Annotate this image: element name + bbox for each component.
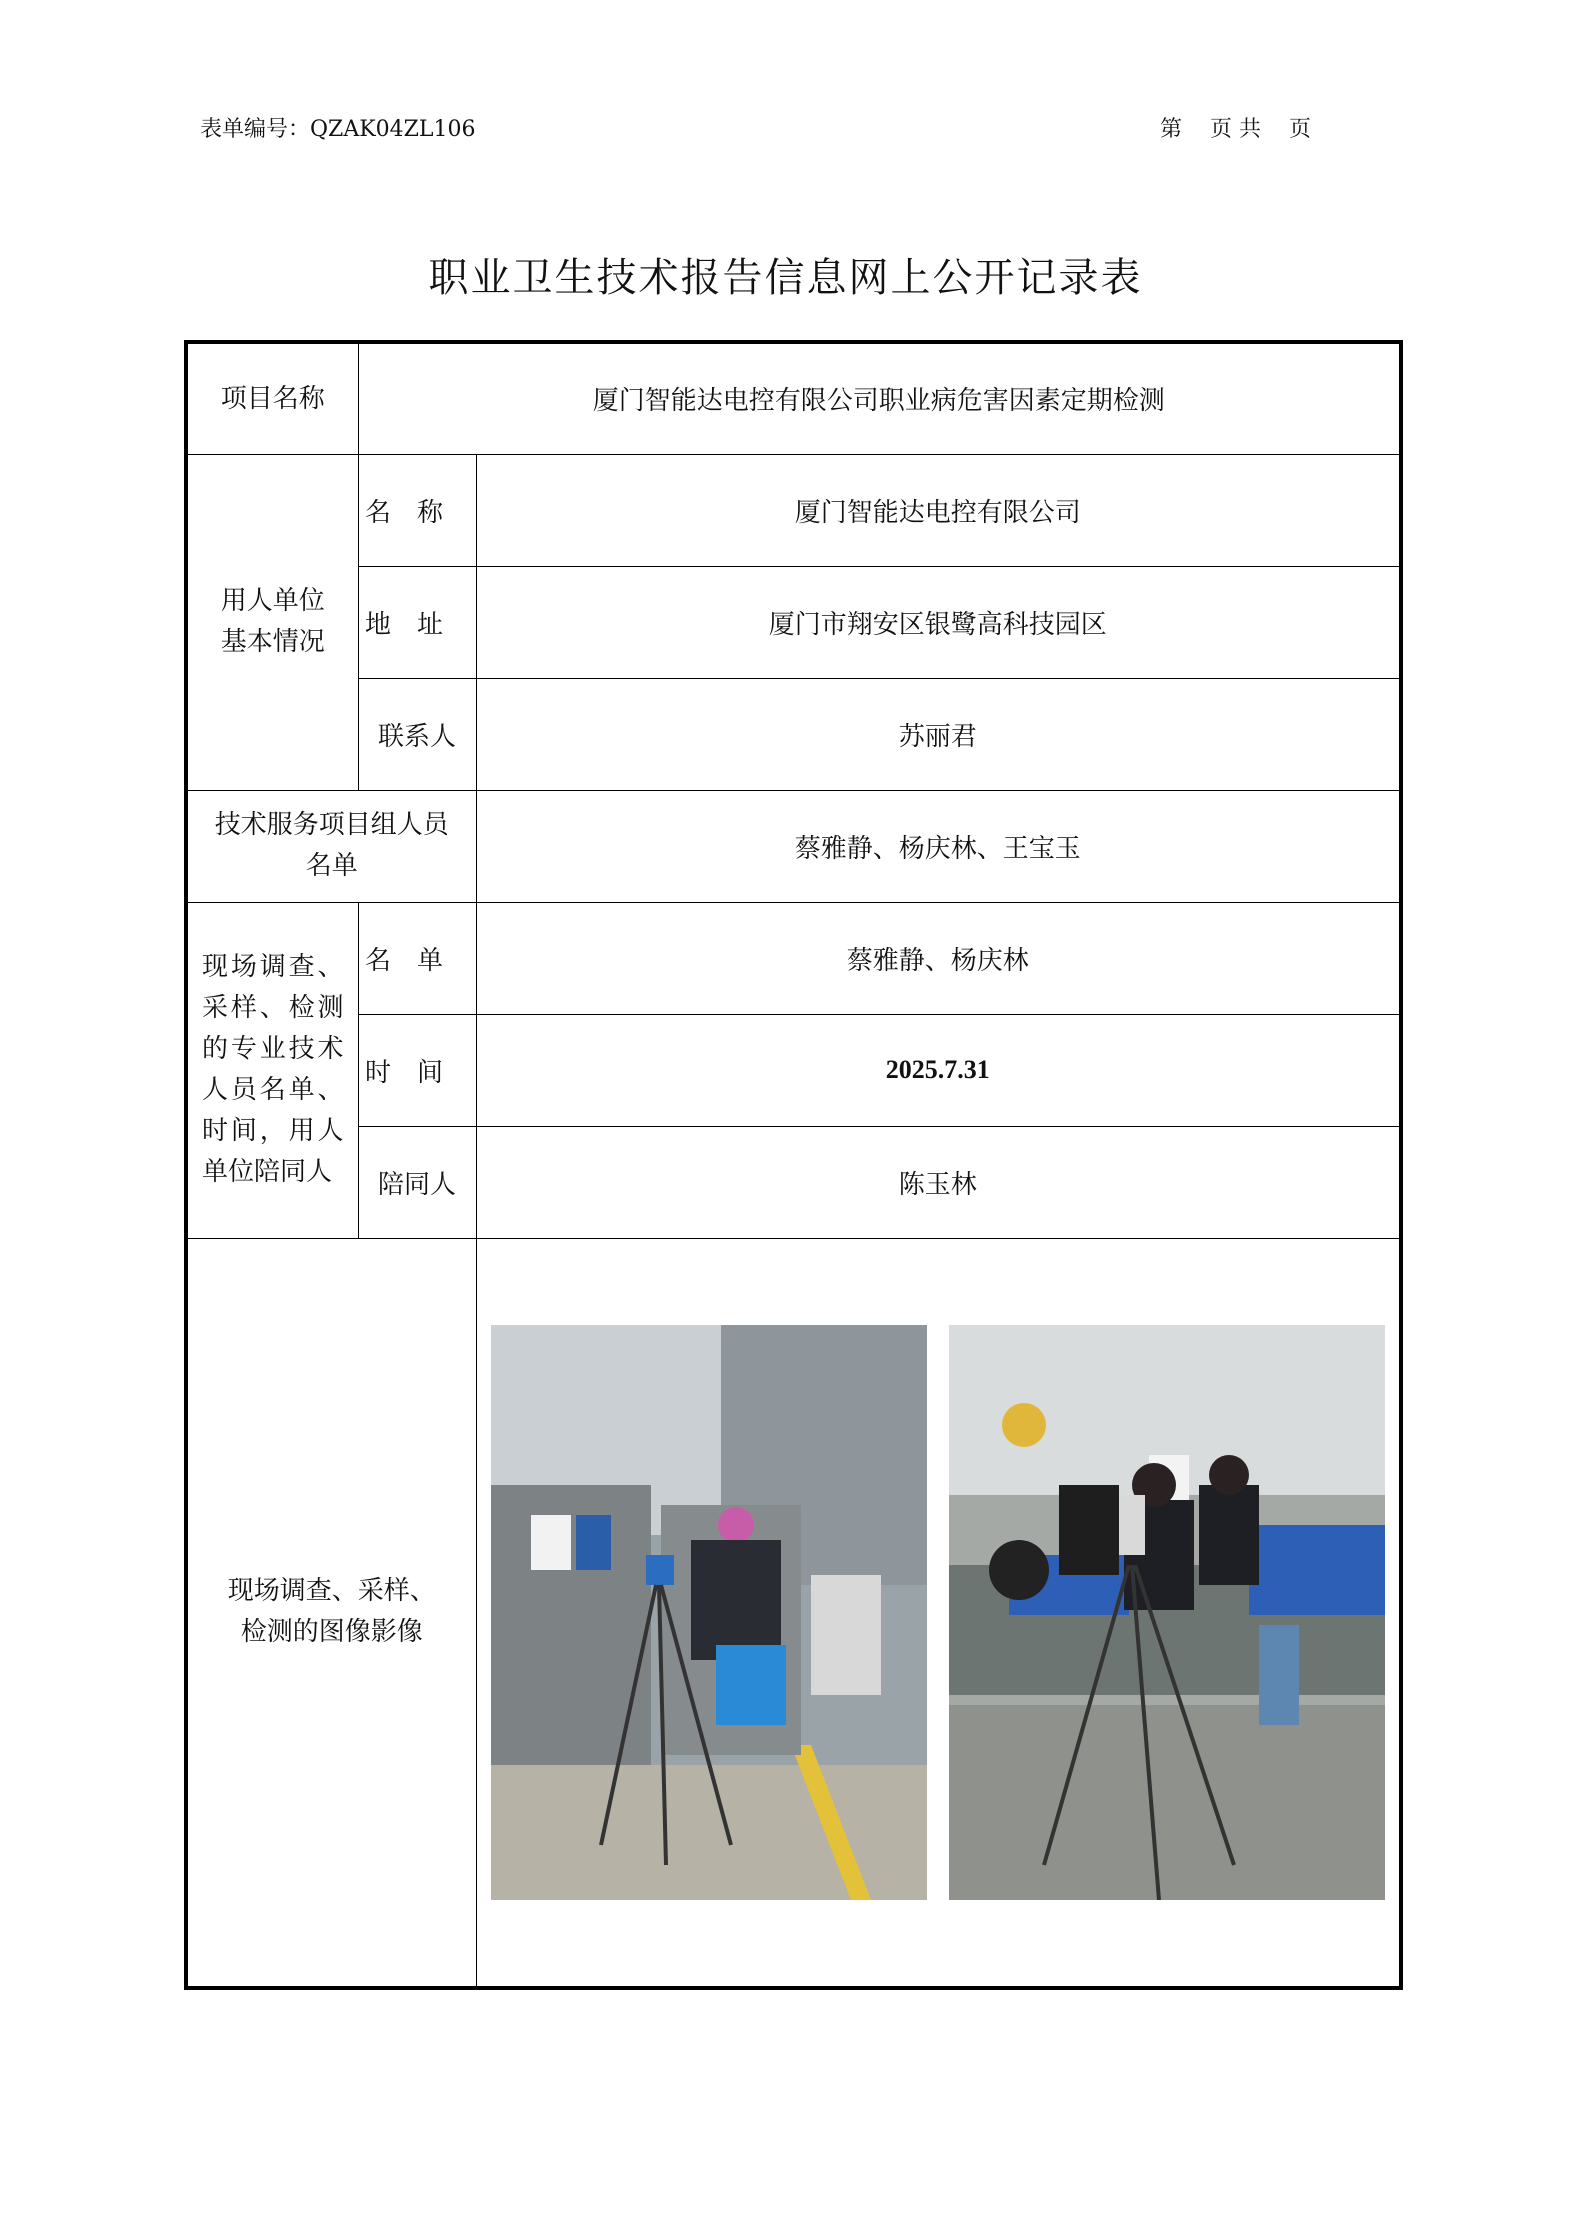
workshop-photo-assembly <box>949 1325 1385 1900</box>
time-value: 2025.7.31 <box>476 1014 1401 1126</box>
row-project <box>186 342 1401 454</box>
team-value: 蔡雅静、杨庆林、王宝玉 <box>476 790 1401 902</box>
employer-label: 用人单位基本情况 <box>186 454 358 790</box>
name-value: 厦门智能达电控有限公司 <box>476 454 1401 566</box>
images-label: 现场调查、采样、检测的图像影像 <box>186 1238 476 1988</box>
page-title: 职业卫生技术报告信息网上公开记录表 <box>428 255 1143 301</box>
row-employer-contact <box>186 678 1401 790</box>
contact-label: 联系人 <box>358 678 476 790</box>
page-info: 第 页 共 页 <box>1160 117 1311 142</box>
row-employer-address <box>186 566 1401 678</box>
row-team <box>186 790 1401 902</box>
contact-value: 苏丽君 <box>476 678 1401 790</box>
row-employer-name <box>186 454 1401 566</box>
escort-value: 陈玉林 <box>476 1126 1401 1238</box>
address-value: 厦门市翔安区银鹭高科技园区 <box>476 566 1401 678</box>
project-value: 厦门智能达电控有限公司职业病危害因素定期检测 <box>358 342 1401 454</box>
row-field-escort <box>186 1126 1401 1238</box>
field-label: 现场调查、采样、检测的专业技术人员名单、时间，用人单位陪同人 <box>186 902 358 1238</box>
list-label: 名单 <box>358 902 476 1014</box>
workshop-photo-sandblasting <box>491 1325 927 1900</box>
row-images <box>186 1238 1401 1988</box>
escort-label: 陪同人 <box>358 1126 476 1238</box>
form-number: 表单编号：QZAK04ZL106 <box>200 117 476 142</box>
team-label: 技术服务项目组人员名单 <box>186 790 476 902</box>
images-cell <box>476 1238 1401 1988</box>
record-table <box>184 340 1403 1990</box>
row-field-time <box>186 1014 1401 1126</box>
name-label: 名称 <box>358 454 476 566</box>
row-field-list <box>186 902 1401 1014</box>
list-value: 蔡雅静、杨庆林 <box>476 902 1401 1014</box>
address-label: 地址 <box>358 566 476 678</box>
project-label: 项目名称 <box>186 342 358 454</box>
time-label: 时间 <box>358 1014 476 1126</box>
